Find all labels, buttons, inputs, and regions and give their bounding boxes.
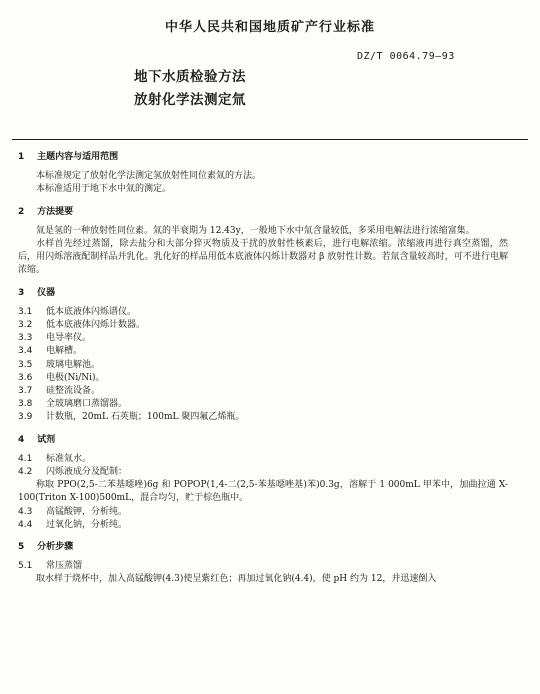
section-number: 3 bbox=[18, 287, 25, 298]
item-number: 3.3 bbox=[18, 333, 33, 344]
item-text: 硅整流设备。 bbox=[46, 386, 101, 397]
section-title: 方法提要 bbox=[37, 206, 74, 217]
item-text: 过氧化钠，分析纯。 bbox=[46, 519, 128, 530]
section-number: 2 bbox=[18, 206, 25, 217]
item-text: 全玻璃磨口蒸馏器。 bbox=[46, 399, 128, 410]
item-text: 电极(Ni/Ni)。 bbox=[46, 372, 105, 383]
item-text: 电解槽。 bbox=[46, 346, 83, 357]
section-number: 4 bbox=[18, 434, 25, 445]
item-number: 3.4 bbox=[18, 346, 33, 357]
item-number: 3.1 bbox=[18, 306, 33, 317]
item-text: 闪烁液成分及配制： bbox=[46, 467, 128, 478]
item-text: 低本底液体闪烁计数器。 bbox=[46, 320, 146, 331]
section-title: 分析步骤 bbox=[37, 542, 74, 553]
item-number: 3.5 bbox=[18, 359, 33, 370]
item-text: 玻璃电解池。 bbox=[46, 359, 101, 370]
item-number: 3.8 bbox=[18, 399, 33, 410]
list-item bbox=[18, 398, 508, 411]
section-number: 5 bbox=[18, 542, 25, 553]
section-title: 主题内容与适用范围 bbox=[37, 152, 119, 162]
item-text: 低本底液体闪烁谱仪。 bbox=[46, 306, 137, 317]
paragraph: 氚是氢的一种放射性同位素。氚的半衰期为 12.43y，一般地下水中氚含量较低，多采用电解法进行浓缩富集。 bbox=[36, 225, 475, 236]
document-title-line1: 地下水质检验方法 bbox=[134, 69, 246, 85]
item-text: 电导率仪。 bbox=[46, 333, 92, 344]
item-number: 3.7 bbox=[18, 386, 33, 397]
section-heading bbox=[18, 151, 508, 164]
list-item bbox=[18, 372, 508, 385]
list-item bbox=[18, 332, 508, 345]
item-text: 常压蒸馏 bbox=[46, 561, 83, 572]
section-number: 1 bbox=[18, 152, 25, 162]
list-item bbox=[18, 306, 508, 319]
list-item bbox=[18, 319, 508, 332]
standard-title: 中华人民共和国地质矿产行业标准 bbox=[164, 20, 375, 35]
item-number: 5.1 bbox=[18, 561, 33, 572]
paragraph: 称取 PPO(2,5-二苯基噁唑)6g 和 POPOP(1,4-二(2,5-苯基噁唑基)苯)0.3g，溶解于 1 000mL 甲苯中，加曲拉通 X-100(Triton X-100)500mL，混合均匀，贮于棕色瓶中。 bbox=[18, 480, 508, 504]
item-number: 4.1 bbox=[18, 453, 33, 464]
section-heading bbox=[18, 434, 508, 447]
item-number: 3.6 bbox=[18, 372, 33, 383]
document-title-line2: 放射化学法测定氚 bbox=[134, 92, 246, 108]
list-item bbox=[18, 519, 508, 532]
section-heading bbox=[18, 541, 508, 554]
item-number: 3.9 bbox=[18, 412, 33, 423]
paragraph: 取水样于烧杯中，加入高锰酸钾(4.3)使呈紫红色；再加过氧化钠(4.4)，使 pH 约为 12，并迅速倒入 bbox=[36, 574, 437, 585]
section-heading bbox=[18, 287, 508, 300]
list-item bbox=[18, 359, 508, 372]
standard-code: DZ/T 0064.79—93 bbox=[357, 51, 455, 62]
item-number: 4.2 bbox=[18, 467, 33, 478]
item-text: 高锰酸钾，分析纯。 bbox=[46, 506, 128, 517]
list-item bbox=[18, 466, 508, 479]
header-divider bbox=[12, 139, 528, 140]
paragraph: 水样首先经过蒸馏，除去盐分和大部分猝灭物质及干扰的放射性核素后，进行电解浓缩。浓缩液再进行真空蒸馏，然后，用闪烁溶液配制样品并乳化。乳化好的样品用低本底液体闪烁计数器对 β 放射性计数。若氚含量较高时，可不进行电解浓缩。 bbox=[18, 239, 508, 276]
section-title: 仪器 bbox=[37, 287, 56, 298]
list-item bbox=[18, 385, 508, 398]
item-number: 4.3 bbox=[18, 506, 33, 517]
section-title: 试剂 bbox=[37, 434, 56, 445]
item-number: 4.4 bbox=[18, 519, 33, 530]
document-body bbox=[18, 151, 508, 587]
section-heading bbox=[18, 206, 508, 219]
item-number: 3.2 bbox=[18, 320, 33, 331]
list-item bbox=[18, 411, 508, 424]
list-item bbox=[18, 453, 508, 466]
paragraph: 本标准规定了放射化学法测定氢放射性同位素氚的方法。 bbox=[36, 171, 262, 182]
list-item bbox=[18, 345, 508, 358]
list-item bbox=[18, 560, 508, 573]
item-text: 标准氚水。 bbox=[46, 453, 92, 464]
paragraph: 本标准适用于地下水中氚的测定。 bbox=[36, 184, 172, 195]
list-item bbox=[18, 506, 508, 519]
item-text: 计数瓶，20mL 石英瓶；100mL 聚四氟乙烯瓶。 bbox=[46, 412, 245, 423]
